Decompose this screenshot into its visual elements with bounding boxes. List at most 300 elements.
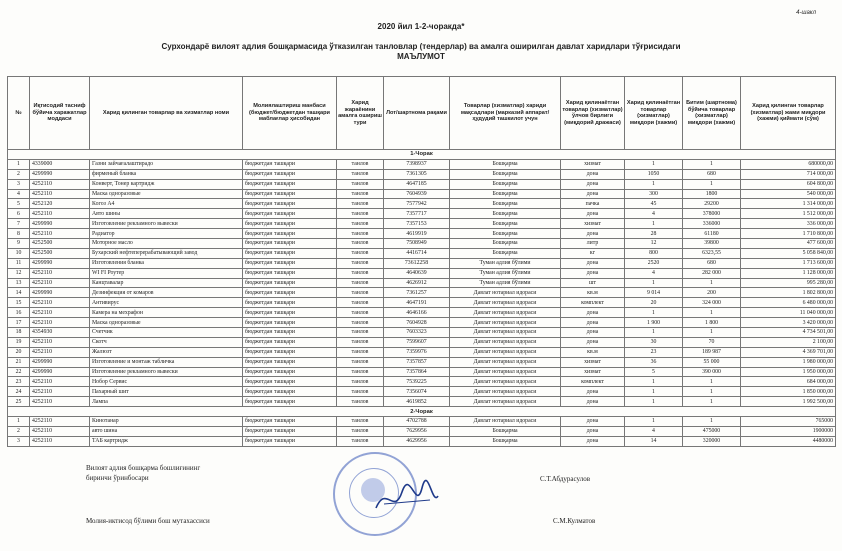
cell-purpose: Бошқарма xyxy=(450,209,561,219)
cell-purpose: Туман адлия бўлими xyxy=(450,258,561,268)
cell-qty-plan: 28 xyxy=(625,229,683,239)
cell-code: 4252110 xyxy=(30,417,90,427)
cell-name: Жалюзт xyxy=(90,347,243,357)
cell-no: 24 xyxy=(8,387,30,397)
cell-source: бюджетдан ташқари xyxy=(243,318,337,328)
cell-no: 16 xyxy=(8,308,30,318)
cell-unit: дона xyxy=(561,387,625,397)
cell-no: 25 xyxy=(8,397,30,407)
table-row xyxy=(8,298,836,308)
cell-purpose: Давлат нотариал идораси xyxy=(450,417,561,427)
cell-purpose: Бошқарма xyxy=(450,199,561,209)
cell-code: 4252110 xyxy=(30,347,90,357)
cell-type: танлов xyxy=(337,397,384,407)
cell-no: 7 xyxy=(8,219,30,229)
cell-unit: дона xyxy=(561,169,625,179)
cell-qty-contract: 390 000 xyxy=(683,367,741,377)
cell-total: 540 000,00 xyxy=(741,189,836,199)
header-source: Молиялаштириш манбаси (бюджет/бюджетдан ташқари маблағлар ҳисобидан xyxy=(243,77,337,150)
cell-unit: дона xyxy=(561,258,625,268)
cell-total: 1 850 000,00 xyxy=(741,387,836,397)
cell-qty-plan: 1 xyxy=(625,159,683,169)
cell-qty-plan: 300 xyxy=(625,189,683,199)
table-row xyxy=(8,367,836,377)
cell-no: 8 xyxy=(8,229,30,239)
cell-type: танлов xyxy=(337,248,384,258)
header-qty-plan: Харид қилинаётган товарлар (хизматлар) миқдори (хажми) xyxy=(625,77,683,150)
cell-name: Радиатор xyxy=(90,229,243,239)
header-unit: Харид қилинаётган товарлар (хизматлар) ўлчов бирлиги (миқдорий дражаси) xyxy=(561,77,625,150)
cell-type: танлов xyxy=(337,387,384,397)
cell-qty-contract: 475000 xyxy=(683,426,741,436)
cell-source: бюджетдан ташқари xyxy=(243,347,337,357)
cell-source: бюджетдан ташқари xyxy=(243,189,337,199)
cell-total: 1 512 000,00 xyxy=(741,209,836,219)
table-row xyxy=(8,397,836,407)
cell-qty-contract: 1 xyxy=(683,387,741,397)
cell-code: 4252110 xyxy=(30,426,90,436)
cell-name: ТАБ картридж xyxy=(90,436,243,446)
header-type: Харид жараёнини амалга ошириш тури xyxy=(337,77,384,150)
cell-lot: 7603323 xyxy=(384,328,450,338)
cell-name: Пахарный шит xyxy=(90,387,243,397)
cell-unit: дона xyxy=(561,189,625,199)
cell-source: бюджетдан ташқари xyxy=(243,288,337,298)
table-row xyxy=(8,426,836,436)
cell-code: 4252110 xyxy=(30,229,90,239)
cell-qty-contract: 1 800 xyxy=(683,318,741,328)
cell-code: 4252110 xyxy=(30,436,90,446)
table-row xyxy=(8,248,836,258)
cell-lot: 4640639 xyxy=(384,268,450,278)
cell-total: 714 000,00 xyxy=(741,169,836,179)
cell-name: Маска одноразовые xyxy=(90,189,243,199)
cell-no: 14 xyxy=(8,288,30,298)
cell-qty-plan: 20 xyxy=(625,298,683,308)
cell-name: Авто шины xyxy=(90,209,243,219)
cell-code: 4299990 xyxy=(30,219,90,229)
cell-source: бюджетдан ташқари xyxy=(243,278,337,288)
cell-code: 4339000 xyxy=(30,159,90,169)
cell-unit: дона xyxy=(561,229,625,239)
cell-purpose: Давлат нотариал идораси xyxy=(450,318,561,328)
cell-type: танлов xyxy=(337,258,384,268)
cell-name: Моторное масло xyxy=(90,239,243,249)
cell-qty-contract: 1 xyxy=(683,179,741,189)
cell-source: бюджетдан ташқари xyxy=(243,268,337,278)
cell-lot: 4647191 xyxy=(384,298,450,308)
cell-unit: дона xyxy=(561,337,625,347)
cell-purpose: Бошқарма xyxy=(450,189,561,199)
cell-type: танлов xyxy=(337,337,384,347)
cell-qty-plan: 1 xyxy=(625,417,683,427)
cell-no: 21 xyxy=(8,357,30,367)
cell-qty-contract: 282 000 xyxy=(683,268,741,278)
cell-qty-plan: 30 xyxy=(625,337,683,347)
cell-total: 2 100,00 xyxy=(741,337,836,347)
cell-source: бюджетдан ташқари xyxy=(243,219,337,229)
cell-type: танлов xyxy=(337,199,384,209)
cell-unit: хизмат xyxy=(561,357,625,367)
cell-qty-plan: 1 xyxy=(625,377,683,387)
cell-qty-contract: 680 xyxy=(683,258,741,268)
cell-unit: пачка xyxy=(561,199,625,209)
cell-source: бюджетдан ташқари xyxy=(243,426,337,436)
cell-code: 4252110 xyxy=(30,268,90,278)
cell-qty-plan: 2520 xyxy=(625,258,683,268)
cell-lot: 4619852 xyxy=(384,397,450,407)
cell-unit: дона xyxy=(561,417,625,427)
cell-purpose: Давлат нотариал идораси xyxy=(450,357,561,367)
table-row xyxy=(8,436,836,446)
cell-total: 1 314 000,00 xyxy=(741,199,836,209)
cell-total: 1 980 000,00 xyxy=(741,357,836,367)
cell-unit: кв.м xyxy=(561,288,625,298)
cell-qty-contract: 680 xyxy=(683,169,741,179)
cell-type: танлов xyxy=(337,209,384,219)
cell-code: 4252110 xyxy=(30,308,90,318)
cell-qty-contract: 336000 xyxy=(683,219,741,229)
table-row xyxy=(8,179,836,189)
cell-unit: кг xyxy=(561,248,625,258)
cell-qty-plan: 1 xyxy=(625,328,683,338)
cell-qty-contract: 55 000 xyxy=(683,357,741,367)
cell-source: бюджетдан ташқари xyxy=(243,159,337,169)
cell-name: фирменый бланка xyxy=(90,169,243,179)
cell-code: 4299990 xyxy=(30,288,90,298)
cell-name: Изготовление рекламного вывески xyxy=(90,367,243,377)
table-row xyxy=(8,219,836,229)
cell-purpose: Давлат нотариал идораси xyxy=(450,387,561,397)
cell-no: 4 xyxy=(8,189,30,199)
cell-source: бюджетдан ташқари xyxy=(243,357,337,367)
cell-source: бюджетдан ташқари xyxy=(243,397,337,407)
cell-source: бюджетдан ташқари xyxy=(243,337,337,347)
section-label: 2-Чорак xyxy=(8,407,836,417)
cell-qty-contract: 1800 xyxy=(683,189,741,199)
header-no: № xyxy=(8,77,30,150)
cell-qty-plan: 1 xyxy=(625,179,683,189)
table-row xyxy=(8,357,836,367)
cell-unit: дона xyxy=(561,268,625,278)
cell-no: 2 xyxy=(8,426,30,436)
cell-no: 20 xyxy=(8,347,30,357)
cell-purpose: Бошқарма xyxy=(450,426,561,436)
cell-qty-plan: 1 xyxy=(625,219,683,229)
cell-qty-contract: 200 xyxy=(683,288,741,298)
cell-qty-contract: 1 xyxy=(683,377,741,387)
cell-code: 4252110 xyxy=(30,318,90,328)
cell-total: 1 802 800,00 xyxy=(741,288,836,298)
cell-code: 4252500 xyxy=(30,248,90,258)
cell-name: Лампа xyxy=(90,397,243,407)
cell-qty-contract: 1 xyxy=(683,278,741,288)
table-row xyxy=(8,268,836,278)
cell-lot: 7361257 xyxy=(384,288,450,298)
cell-no: 1 xyxy=(8,159,30,169)
cell-total: 1 710 800,00 xyxy=(741,229,836,239)
cell-purpose: Бошқарма xyxy=(450,248,561,258)
cell-total: 1 992 500,00 xyxy=(741,397,836,407)
cell-type: танлов xyxy=(337,426,384,436)
cell-purpose: Бошқарма xyxy=(450,239,561,249)
cell-name: Изготовления бланка xyxy=(90,258,243,268)
cell-unit: комплект xyxy=(561,298,625,308)
section-row xyxy=(8,150,836,160)
table-row xyxy=(8,229,836,239)
cell-no: 6 xyxy=(8,209,30,219)
cell-purpose: Бошқарма xyxy=(450,229,561,239)
cell-total: 4 734 501,00 xyxy=(741,328,836,338)
header-purpose: Товарлар (хизматлар) хариди мақсадлари (марказий аппарат/ҳудудий ташкилот учун xyxy=(450,77,561,150)
signer2-name: С.М.Кулматов xyxy=(553,517,596,525)
cell-name: Маска одноразовые xyxy=(90,318,243,328)
cell-qty-plan: 1 900 xyxy=(625,318,683,328)
cell-qty-contract: 70 xyxy=(683,337,741,347)
table-row xyxy=(8,417,836,427)
table-row xyxy=(8,337,836,347)
cell-qty-contract: 189 987 xyxy=(683,347,741,357)
cell-lot: 7356074 xyxy=(384,387,450,397)
cell-name: Дезинфекция от комаров xyxy=(90,288,243,298)
cell-code: 4252110 xyxy=(30,337,90,347)
header-lot: Лот/шартнома рақами xyxy=(384,77,450,150)
cell-qty-plan: 9 014 xyxy=(625,288,683,298)
cell-no: 19 xyxy=(8,337,30,347)
cell-name: авто шина xyxy=(90,426,243,436)
cell-type: танлов xyxy=(337,288,384,298)
cell-no: 18 xyxy=(8,328,30,338)
cell-lot: 7604939 xyxy=(384,189,450,199)
cell-total: 1 128 000,00 xyxy=(741,268,836,278)
cell-total: 1900000 xyxy=(741,426,836,436)
procurement-table xyxy=(7,76,836,447)
cell-code: 4252110 xyxy=(30,397,90,407)
header-total: Харид қилинган товарлар (хизматлар) жами миқдори (хажми) қиймати (сўм) xyxy=(741,77,836,150)
cell-qty-plan: 4 xyxy=(625,268,683,278)
cell-no: 10 xyxy=(8,248,30,258)
cell-type: танлов xyxy=(337,239,384,249)
cell-type: танлов xyxy=(337,229,384,239)
cell-no: 1 xyxy=(8,417,30,427)
cell-name: Скотч xyxy=(90,337,243,347)
table-row xyxy=(8,308,836,318)
table-row xyxy=(8,278,836,288)
cell-unit: хизмат xyxy=(561,159,625,169)
cell-no: 23 xyxy=(8,377,30,387)
document-subheading: МАЪЛУМОТ xyxy=(397,52,445,61)
cell-code: 4252110 xyxy=(30,278,90,288)
table-row xyxy=(8,258,836,268)
cell-type: танлов xyxy=(337,169,384,179)
cell-no: 17 xyxy=(8,318,30,328)
cell-lot: 7357153 xyxy=(384,219,450,229)
cell-purpose: Давлат нотариал идораси xyxy=(450,337,561,347)
cell-qty-contract: 1 xyxy=(683,308,741,318)
signer1-title-line2: биринчи ўринбосари xyxy=(86,474,149,482)
cell-lot: 7577942 xyxy=(384,199,450,209)
cell-lot: 7359976 xyxy=(384,347,450,357)
table-row xyxy=(8,288,836,298)
cell-no: 13 xyxy=(8,278,30,288)
cell-name: Когоз А4 xyxy=(90,199,243,209)
cell-source: бюджетдан ташқари xyxy=(243,199,337,209)
cell-name: Газни зайчағалаштирадо xyxy=(90,159,243,169)
cell-no: 12 xyxy=(8,268,30,278)
cell-type: танлов xyxy=(337,278,384,288)
cell-lot: 7629956 xyxy=(384,426,450,436)
cell-no: 2 xyxy=(8,169,30,179)
handwritten-signature xyxy=(372,478,442,518)
cell-total: 5 058 840,00 xyxy=(741,248,836,258)
cell-type: танлов xyxy=(337,179,384,189)
cell-no: 5 xyxy=(8,199,30,209)
cell-qty-plan: 800 xyxy=(625,248,683,258)
cell-no: 22 xyxy=(8,367,30,377)
table-row xyxy=(8,159,836,169)
cell-type: танлов xyxy=(337,347,384,357)
table-row xyxy=(8,347,836,357)
cell-lot: 7539225 xyxy=(384,377,450,387)
cell-lot: 7357717 xyxy=(384,209,450,219)
table-row xyxy=(8,199,836,209)
cell-lot: 4646166 xyxy=(384,308,450,318)
cell-type: танлов xyxy=(337,219,384,229)
table-header-row xyxy=(8,77,836,150)
cell-name: Бухарский нефтеперерабатывающий завод xyxy=(90,248,243,258)
cell-name: Изготовление рекламного вывески xyxy=(90,219,243,229)
cell-total: 336 000,00 xyxy=(741,219,836,229)
cell-source: бюджетдан ташқари xyxy=(243,298,337,308)
cell-total: 477 600,00 xyxy=(741,239,836,249)
cell-lot: 7357864 xyxy=(384,367,450,377)
cell-purpose: Давлат нотариал идораси xyxy=(450,347,561,357)
cell-name: Изготовление и монтаж табличка xyxy=(90,357,243,367)
cell-type: танлов xyxy=(337,159,384,169)
cell-purpose: Бошқарма xyxy=(450,159,561,169)
cell-purpose: Туман адлия бўлими xyxy=(450,268,561,278)
cell-qty-plan: 4 xyxy=(625,209,683,219)
form-number: 4-шакл xyxy=(796,10,816,16)
cell-purpose: Давлат нотариал идораси xyxy=(450,308,561,318)
cell-total: 1 713 600,00 xyxy=(741,258,836,268)
cell-source: бюджетдан ташқари xyxy=(243,367,337,377)
cell-source: бюджетдан ташқари xyxy=(243,258,337,268)
cell-qty-contract: 1 xyxy=(683,159,741,169)
signer1-name: С.Т.Абдурасулов xyxy=(540,475,591,483)
cell-name: Камера на мехрафон xyxy=(90,308,243,318)
cell-qty-contract: 39800 xyxy=(683,239,741,249)
cell-name: Нобор Сервис xyxy=(90,377,243,387)
cell-qty-plan: 23 xyxy=(625,347,683,357)
cell-purpose: Бошқарма xyxy=(450,219,561,229)
cell-lot: 4702788 xyxy=(384,417,450,427)
cell-source: бюджетдан ташқари xyxy=(243,328,337,338)
cell-no: 9 xyxy=(8,239,30,249)
header-qty-contract: Битим (шартнома) бўйича товарлар (хизматлар) миқдори (хажми) xyxy=(683,77,741,150)
document-heading: Сурхондарё вилоят адлия бошқармасида ўтказилган танловлар (тендерлар) ва амалга оширилган давлат харидлари тўғрисидаги xyxy=(161,42,681,51)
cell-qty-plan: 36 xyxy=(625,357,683,367)
cell-unit: дона xyxy=(561,308,625,318)
header-code: Иқтисодий тасниф бўйича харажатлар моддаси xyxy=(30,77,90,150)
cell-code: 4252110 xyxy=(30,189,90,199)
cell-lot: 4647185 xyxy=(384,179,450,189)
cell-source: бюджетдан ташқари xyxy=(243,377,337,387)
cell-name: Канцтавалар xyxy=(90,278,243,288)
cell-total: 4 369 701,00 xyxy=(741,347,836,357)
table-row xyxy=(8,239,836,249)
cell-lot: 4416714 xyxy=(384,248,450,258)
cell-total: 11 040 000,00 xyxy=(741,308,836,318)
cell-code: 4252110 xyxy=(30,209,90,219)
table-row xyxy=(8,318,836,328)
cell-unit: дона xyxy=(561,318,625,328)
table-row xyxy=(8,377,836,387)
cell-total: 684 000,00 xyxy=(741,377,836,387)
cell-unit: литр xyxy=(561,239,625,249)
cell-total: 604 800,00 xyxy=(741,179,836,189)
signer1-title-line1: Вилоят адлия бошқарма бошлиғининг xyxy=(86,464,201,472)
cell-type: танлов xyxy=(337,189,384,199)
cell-unit: дона xyxy=(561,426,625,436)
cell-qty-plan: 1 xyxy=(625,397,683,407)
table-row xyxy=(8,387,836,397)
cell-qty-plan: 4 xyxy=(625,426,683,436)
cell-type: танлов xyxy=(337,328,384,338)
cell-unit: кв.м xyxy=(561,347,625,357)
cell-unit: дона xyxy=(561,209,625,219)
cell-source: бюджетдан ташқари xyxy=(243,179,337,189)
cell-source: бюджетдан ташқари xyxy=(243,239,337,249)
cell-total: 3 420 000,00 xyxy=(741,318,836,328)
cell-qty-contract: 320000 xyxy=(683,436,741,446)
cell-source: бюджетдан ташқари xyxy=(243,248,337,258)
cell-type: танлов xyxy=(337,318,384,328)
cell-purpose: Бошқарма xyxy=(450,436,561,446)
cell-code: 4252120 xyxy=(30,199,90,209)
cell-purpose: Давлат нотариал идораси xyxy=(450,377,561,387)
cell-qty-contract: 324 000 xyxy=(683,298,741,308)
cell-lot: 7599607 xyxy=(384,337,450,347)
table-row xyxy=(8,169,836,179)
cell-code: 4252110 xyxy=(30,377,90,387)
cell-code: 4299990 xyxy=(30,258,90,268)
cell-total: 680000,00 xyxy=(741,159,836,169)
cell-code: 4354930 xyxy=(30,328,90,338)
cell-name: Кинотанар xyxy=(90,417,243,427)
cell-no: 15 xyxy=(8,298,30,308)
cell-source: бюджетдан ташқари xyxy=(243,436,337,446)
cell-lot: 7604928 xyxy=(384,318,450,328)
cell-unit: комплект xyxy=(561,377,625,387)
cell-unit: хизмат xyxy=(561,219,625,229)
cell-source: бюджетдан ташқари xyxy=(243,229,337,239)
cell-qty-contract: 1 xyxy=(683,328,741,338)
cell-lot: 4626912 xyxy=(384,278,450,288)
cell-name: Конверт, Тонер картридж xyxy=(90,179,243,189)
cell-unit: дона xyxy=(561,436,625,446)
cell-unit: хизмат xyxy=(561,367,625,377)
cell-purpose: Бошқарма xyxy=(450,179,561,189)
cell-total: 995 280,00 xyxy=(741,278,836,288)
cell-type: танлов xyxy=(337,268,384,278)
cell-name: Антивирус xyxy=(90,298,243,308)
header-name: Харид қилинган товарлар ва хизматлар номи xyxy=(90,77,243,150)
cell-qty-plan: 5 xyxy=(625,367,683,377)
cell-code: 4299990 xyxy=(30,367,90,377)
cell-purpose: Давлат нотариал идораси xyxy=(450,298,561,308)
cell-purpose: Туман адлия бўлими xyxy=(450,278,561,288)
